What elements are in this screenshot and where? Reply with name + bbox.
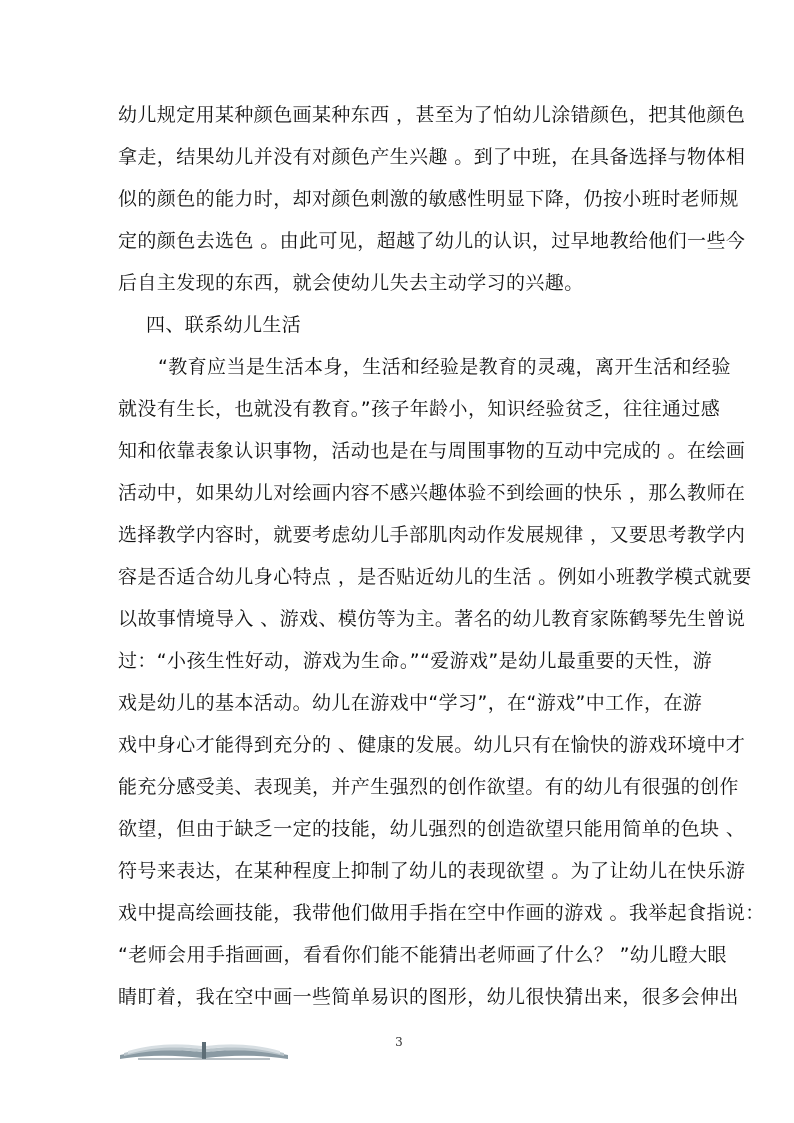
section-heading: 四、联系幼儿生活: [146, 314, 302, 336]
text-line: 定的颜色去选色 。由此可见，超越了幼儿的认识，过早地教给他们一些今: [118, 230, 746, 252]
text-line: 能充分感受美、表现美，并产生强烈的创作欲望。有的幼儿有很强的创作: [118, 776, 739, 798]
text-line: 知和依靠表象认识事物，活动也是在与周围事物的互动中完成的 。在绘画: [118, 440, 746, 462]
text-line: 戏中提高绘画技能，我带他们做用手指在空中作画的游戏 。我举起食指说：: [118, 902, 765, 924]
text-line: 选择教学内容时，就要考虑幼儿手部肌肉动作发展规律 ，又要思考教学内: [118, 524, 746, 546]
text-line: 容是否适合幼儿身心特点 ，是否贴近幼儿的生活 。例如小班教学模式就要: [118, 566, 752, 588]
text-line: 拿走，结果幼儿并没有对颜色产生兴趣 。到了中班，在具备选择与物体相: [118, 146, 746, 168]
text-line: 欲望，但由于缺乏一定的技能，幼儿强烈的创造欲望只能用简单的色块 、: [118, 818, 746, 840]
text-line: 过：“小孩生性好动，游戏为生命。”“爱游戏”是幼儿最重要的天性，游: [118, 650, 713, 672]
open-book-icon: [118, 1038, 290, 1060]
text-line: “教育应当是生活本身，生活和经验是教育的灵魂，离开生活和经验: [158, 356, 731, 378]
page-number: 3: [395, 1035, 403, 1049]
text-line: 睛盯着，我在空中画一些简单易识的图形，幼儿很快猜出来，很多会伸出: [118, 986, 739, 1008]
text-line: 幼儿规定用某种颜色画某种东西 ，甚至为了怕幼儿涂错颜色，把其他颜色: [118, 104, 746, 126]
text-line: 符号来表达，在某种程度上抑制了幼儿的表现欲望 。为了让幼儿在快乐游: [118, 860, 746, 882]
text-line: 就没有生长，也就没有教育。”孩子年龄小，知识经验贫乏，往往通过感: [118, 398, 721, 420]
text-line: 活动中，如果幼儿对绘画内容不感兴趣体验不到绘画的快乐 ，那么教师在: [118, 482, 746, 504]
text-line: 似的颜色的能力时，却对颜色刺激的敏感性明显下降，仍按小班时老师规: [118, 188, 739, 210]
text-line: 以故事情境导入 、游戏、模仿等为主。著名的幼儿教育家陈鹤琴先生曾说: [118, 608, 746, 630]
text-line: 戏中身心才能得到充分的 、健康的发展。幼儿只有在愉快的游戏环境中才: [118, 734, 746, 756]
text-line: 戏是幼儿的基本活动。幼儿在游戏中“学习”，在“游戏”中工作，在游: [118, 692, 703, 714]
text-line: “老师会用手指画画，看看你们能不能猜出老师画了什么？ ”幼儿瞪大眼: [118, 944, 727, 966]
text-line: 后自主发现的东西，就会使幼儿失去主动学习的兴趣。: [118, 272, 584, 294]
